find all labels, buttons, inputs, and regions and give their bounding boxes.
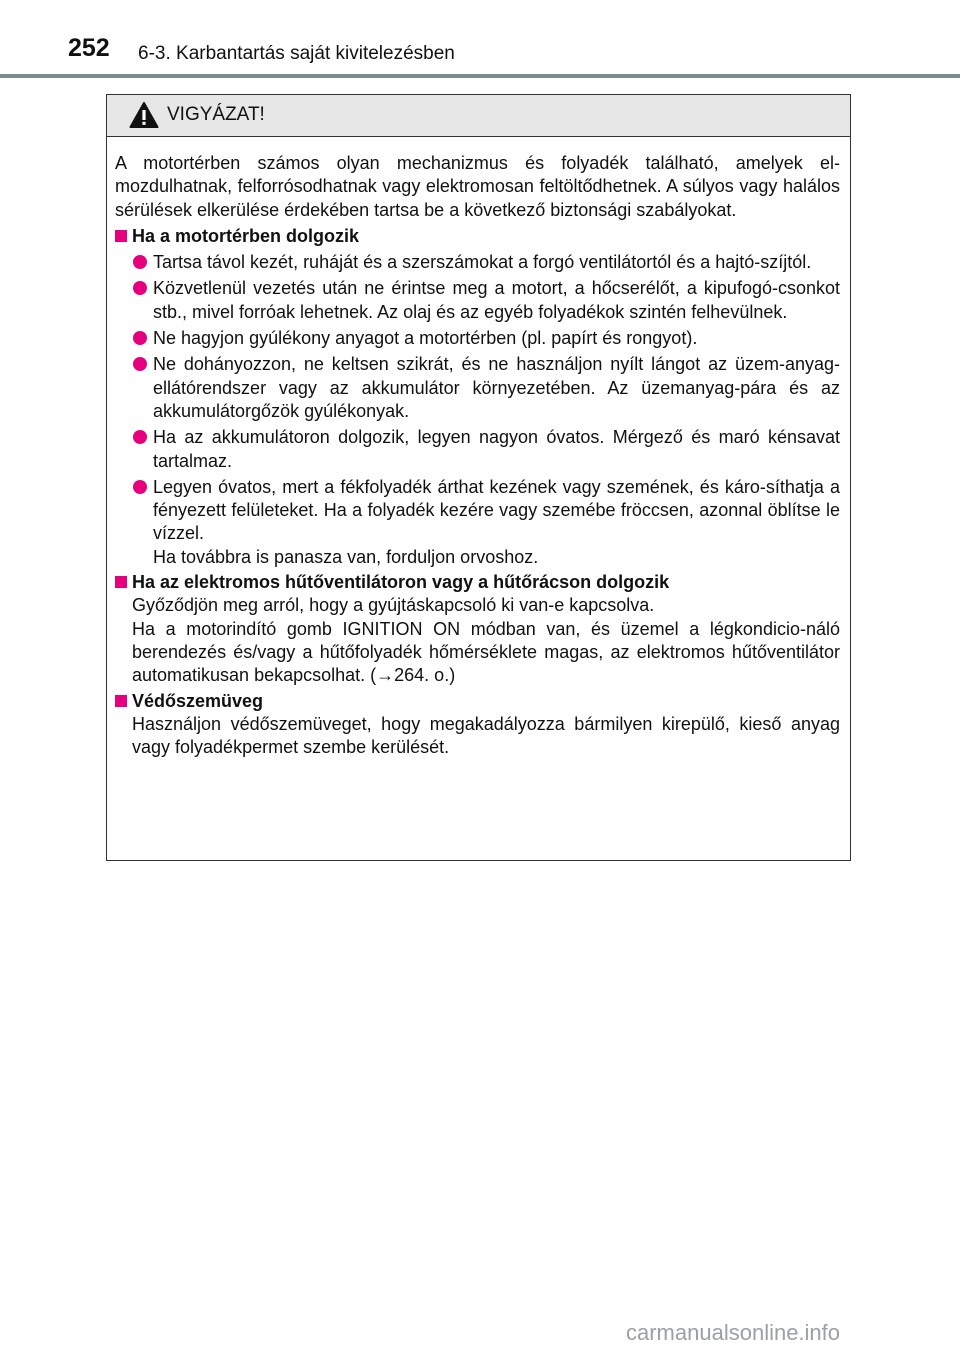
section-heading-engine-bay [115,225,840,248]
warning-box [106,94,851,861]
section-line: Ha a motorindító gomb IGNITION ON módban van, és üzemel a légkondicio-náló berendezés és/vagy a hűtőfolyadék hőmérséklete magas, az elektromos hűtőventilátor automatikusan bekapcsolhat. (→264. o.) [132,618,840,686]
bullet-item [115,277,840,324]
page-header [0,0,960,80]
section-heading-cooling-fan [115,571,840,594]
header-rule [0,74,960,78]
bullet-item [115,426,840,473]
bullet-text-continued: Ha továbbra is panasza van, forduljon orvoshoz. [153,546,539,567]
square-bullet-icon [115,230,127,242]
bullet-item [115,327,840,350]
section-heading-goggles [115,690,840,713]
circle-bullet-icon [133,281,147,295]
bullet-text: Legyen óvatos, mert a fékfolyadék árthat kezének vagy szemének, és káro-síthatja a fényezett felületeket. Ha a folyadék kezére vagy szemébe fröccsen, azonnal öblítse le vízzel. [153,476,840,544]
circle-bullet-icon [133,331,147,345]
watermark: carmanualsonline.info [626,1320,841,1345]
square-bullet-icon [115,695,127,707]
warning-title: VIGYÁZAT! [167,104,265,125]
warning-header [107,95,850,137]
section-heading-text: Ha az elektromos hűtőventilátoron vagy a hűtőrácson dolgozik [132,572,670,593]
bullet-text: Ne hagyjon gyúlékony anyagot a motortérben (pl. papírt és rongyot). [153,328,698,349]
circle-bullet-icon [133,357,147,371]
section-line: Győződjön meg arról, hogy a gyújtáskapcsoló ki van-e kapcsolva. [132,595,655,616]
circle-bullet-icon [133,480,147,494]
section-heading-text: Védőszemüveg [132,690,264,711]
bullet-text: Ha az akkumulátoron dolgozik, legyen nagyon óvatos. Mérgező és maró kénsavat tartalmaz. [153,427,840,471]
warning-body [107,137,850,759]
section-heading-text: Ha a motortérben dolgozik [132,225,360,246]
bullet-text: Közvetlenül vezetés után ne érintse meg a motort, a hőcserélőt, a kipufogó-csonkot stb., mivel forróak lehetnek. Az olaj és az egyéb folyadékok szintén felhevülnek. [153,278,840,322]
section-line: Használjon védőszemüveget, hogy megakadályozza bármilyen kirepülő, kieső anyag vagy folyadékpermet szembe kerülését. [132,713,840,758]
circle-bullet-icon [133,430,147,444]
section-text [115,594,840,687]
bullet-item [115,353,840,423]
circle-bullet-icon [133,255,147,269]
warning-triangle-icon [129,101,159,129]
bullet-text: Ne dohányozzon, ne keltsen szikrát, és ne használjon nyílt lángot az üzem-anyag-ellátórendszer vagy az akkumulátor környezetében. Az üzemanyag-pára és az akkumulátorgőzök gyúlékonyak. [153,354,840,421]
bullet-item [115,476,840,569]
page-number: 252 [68,34,110,62]
bullet-item [115,251,840,274]
square-bullet-icon [115,576,127,588]
section-title: 6-3. Karbantartás saját kivitelezésben [138,43,455,64]
section-text [115,713,840,760]
bullet-text: Tartsa távol kezét, ruháját és a szerszámokat a forgó ventilátortól és a hajtó-szíjtól. [153,252,812,273]
warning-intro: A motortérben számos olyan mechanizmus és folyadék található, amelyek el-mozdulhatnak, felforrósodhatnak vagy elektromosan feltöltődhetnek. A súlyos vagy halálos sérülések elkerülése érdekében tartsa be a következő biztonsági szabályokat. [115,153,840,220]
